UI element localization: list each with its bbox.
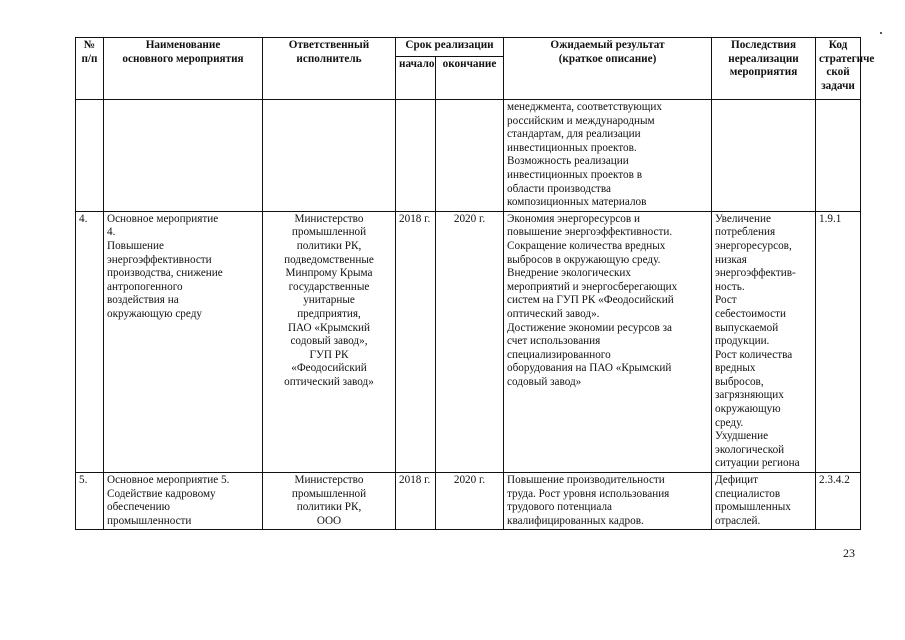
cell-result: Экономия энергоресурсов и повышение энергоэффективности. Сокращение количества вредных выбросов в окружающую среду. Внедрение экологических мероприятий и энергосберегающих систем на ГУП РК «Феодосийский оптический завод». Достижение экономии ресурсов за счет использования специализированного оборудования на ПАО «Крымский содовый завод»	[504, 211, 712, 472]
cell-num	[76, 100, 104, 212]
cell-num: 4.	[76, 211, 104, 472]
cell-result: Повышение производительности труда. Рост уровня использования трудового потенциала квалифицированных кадров.	[504, 473, 712, 530]
header-row-1	[76, 38, 861, 57]
cell-consequences	[712, 100, 816, 212]
cell-consequences: Дефицит специалистов промышленных отраслей.	[712, 473, 816, 530]
cell-responsible: Министерство промышленной политики РК, подведомственные Минпрому Крыма государственные унитарные предприятия, ПАО «Крымский содовый завод», ГУП РК «Феодосийский оптический завод»	[263, 211, 396, 472]
header-responsible: Ответственный исполнитель	[263, 38, 396, 100]
cell-num: 5.	[76, 473, 104, 530]
cell-result: менеджмента, соответствующих российским и международным стандартам, для реализации инвестиционных проектов. Возможность реализации инвестиционных проектов в области производства композиционных материалов	[504, 100, 712, 212]
cell-name	[104, 100, 263, 212]
scan-artifact	[880, 32, 882, 34]
header-result: Ожидаемый результат (краткое описание)	[504, 38, 712, 100]
header-end: окончание	[436, 57, 504, 100]
table-row	[76, 211, 861, 472]
cell-name: Основное мероприятие 5. Содействие кадровому обеспечению промышленности	[104, 473, 263, 530]
cell-code: 1.9.1	[816, 211, 861, 472]
cell-code	[816, 100, 861, 212]
header-start: начало	[396, 57, 436, 100]
header-term: Срок реализации	[396, 38, 504, 57]
cell-end: 2020 г.	[436, 211, 504, 472]
cell-responsible: Министерство промышленной политики РК, ООО	[263, 473, 396, 530]
page-number: 23	[843, 546, 855, 560]
table-row	[76, 473, 861, 530]
cell-start: 2018 г.	[396, 211, 436, 472]
cell-end: 2020 г.	[436, 473, 504, 530]
cell-code: 2.3.4.2	[816, 473, 861, 530]
cell-name: Основное мероприятие 4. Повышение энергоэффективности производства, снижение антропогенного воздействия на окружающую среду	[104, 211, 263, 472]
header-num: № п/п	[76, 38, 104, 100]
cell-start	[396, 100, 436, 212]
cell-consequences: Увеличение потребления энергоресурсов, низкая энергоэффектив- ность. Рост себестоимости выпускаемой продукции. Рост количества вредных выбросов, загрязняющих окружающую среду. Ухудшение экологической ситуации региона	[712, 211, 816, 472]
cell-end	[436, 100, 504, 212]
cell-responsible	[263, 100, 396, 212]
header-code: Код стратегиче ской задачи	[816, 38, 861, 100]
measures-table	[75, 37, 875, 530]
header-name: Наименование основного мероприятия	[104, 38, 263, 100]
table-row	[76, 100, 861, 212]
cell-start: 2018 г.	[396, 473, 436, 530]
header-consequences: Последствия нереализации мероприятия	[712, 38, 816, 100]
